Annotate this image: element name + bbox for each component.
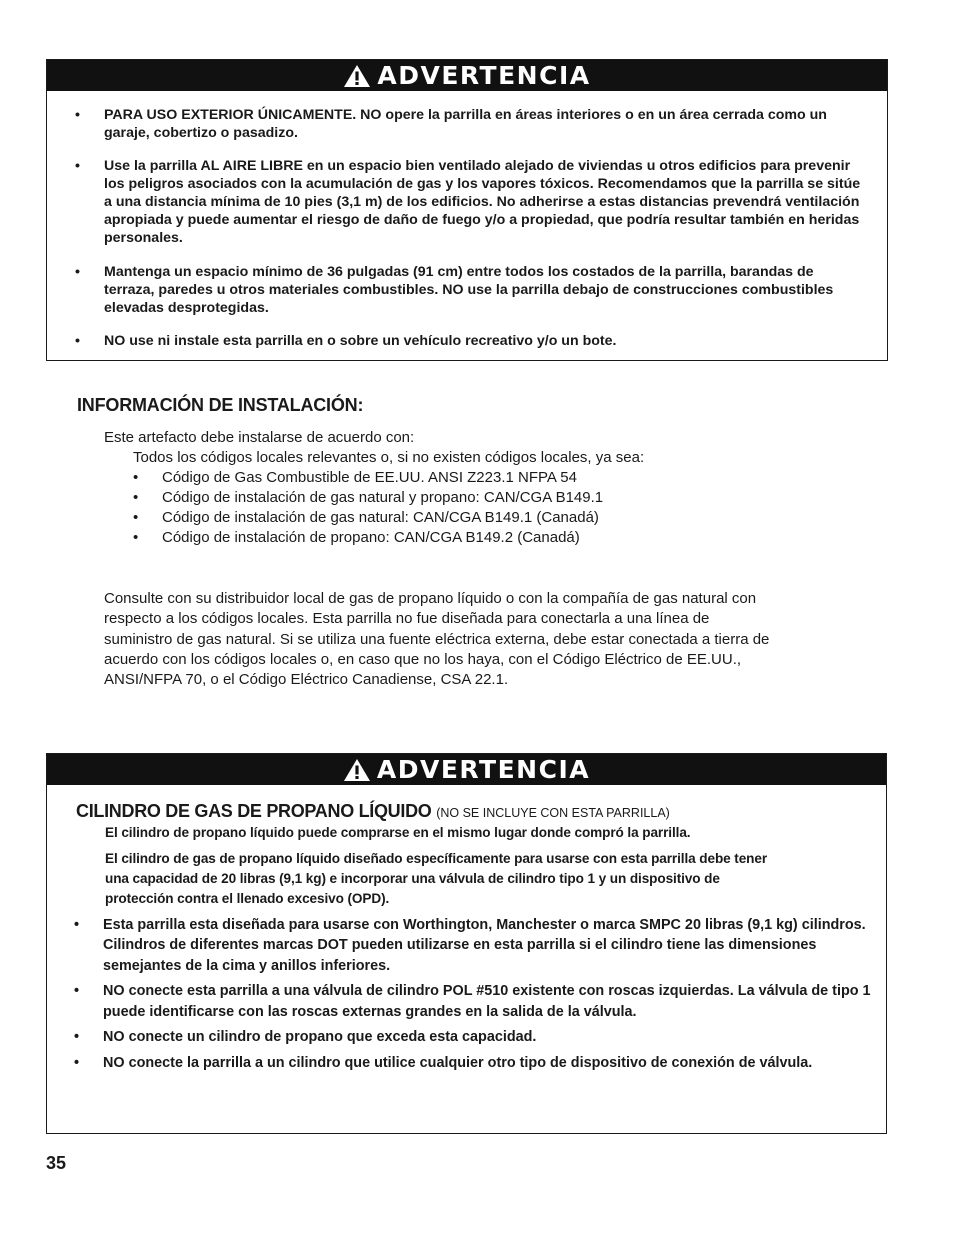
consult-paragraph [104, 589, 864, 690]
list-item: • Esta parrilla esta diseñada para usarse con Worthington, Manchester o marca SMPC 20 libras (9,1 kg) cilindros. Cilindros de diferentes marcas DOT pueden utilizarse en esta parrilla si el cilindro tiene las dimensiones semejantes de la cima y anillos inferiores. [103, 915, 873, 976]
paragraph-line: respecto a los códigos locales. Esta parrilla no fue diseñada para conectarla a una línea de [104, 610, 710, 628]
installation-intro: Este artefacto debe instalarse de acuerdo con: [104, 429, 415, 446]
list-item: • Código de instalación de gas natural: CAN/CGA B149.1 (Canadá) [162, 508, 603, 528]
cylinder-section-title [76, 801, 670, 822]
list-item: • Use la parrilla AL AIRE LIBRE en un espacio bien ventilado alejado de viviendas u otros edificios para prevenir los peligros asociados con la acumulación de gas y los vapores tóxicos. Recomendamos que la parrilla se sitúe a una distancia mínima de 10 pies (3,1 m) de los edificios. No adherirse a estas distancias prevendrá ventilación apropiada y puede aumentar el riesgo de daño de fuego y/o a propiedad, que podría resultar también en heridas personales. [104, 157, 864, 247]
installation-title: INFORMACIÓN DE INSTALACIÓN: [77, 395, 364, 415]
cylinder-paragraph-2 [105, 849, 865, 909]
warning-list [104, 106, 864, 365]
warning-title: ADVERTENCIA [377, 61, 591, 90]
list-item: • NO conecte un cilindro de propano que exceda esta capacidad. [103, 1027, 873, 1047]
list-item: • Mantenga un espacio mínimo de 36 pulgadas (91 cm) entre todos los costados de la parrilla, barandas de terraza, paredes u otros materiales combustibles. NO use la parrilla debajo de construcciones combustibles elevadas desprotegidas. [104, 263, 864, 317]
warning-header [47, 754, 886, 785]
page-number: 35 [46, 1153, 67, 1173]
list-item: • PARA USO EXTERIOR ÚNICAMENTE. NO opere la parrilla en áreas interiores o en un área cerrada como un garaje, cobertizo o pasadizo. [104, 106, 864, 142]
cylinder-paragraph-1: El cilindro de propano líquido puede comprarse en el mismo lugar donde compró la parrilla. [105, 825, 691, 840]
installation-subtext: Todos los códigos locales relevantes o, si no existen códigos locales, ya sea: [133, 449, 645, 466]
list-item: • Código de Gas Combustible de EE.UU. ANSI Z223.1 NFPA 54 [162, 468, 603, 488]
code-list [162, 468, 603, 548]
warning-triangle-icon [343, 64, 371, 88]
list-item: • Código de instalación de propano: CAN/CGA B149.2 (Canadá) [162, 528, 603, 548]
warning-box-outdoor-use [46, 59, 888, 361]
paragraph-line: una capacidad de 20 libras (9,1 kg) e incorporar una válvula de cilindro tipo 1 y un dispositivo de [105, 871, 720, 886]
warning-header [47, 60, 887, 91]
warning-title: ADVERTENCIA [376, 755, 591, 784]
warning-triangle-icon [343, 758, 371, 782]
cylinder-title-text: CILINDRO DE GAS DE PROPANO LÍQUIDO [76, 801, 432, 821]
list-item: • Código de instalación de gas natural y propano: CAN/CGA B149.1 [162, 488, 603, 508]
paragraph-line: suministro de gas natural. Si se utiliza una fuente eléctrica externa, debe estar conectada a tierra de [104, 630, 770, 648]
cylinder-warning-list [103, 915, 873, 1079]
list-item: • NO conecte esta parrilla a una válvula de cilindro POL #510 existente con roscas izquierdas. La válvula de tipo 1 puede identificarse con las roscas externas grandes en la salida de la válvula. [103, 981, 873, 1022]
list-item: • NO conecte la parrilla a un cilindro que utilice cualquier otro tipo de dispositivo de conexión de válvula. [103, 1053, 873, 1073]
paragraph-line: Consulte con su distribuidor local de gas de propano líquido o con la compañía de gas natural con [104, 590, 757, 607]
paragraph-line: acuerdo con los códigos locales o, en caso que no los haya, con el Código Eléctrico de EE.UU., [104, 650, 742, 668]
cylinder-title-note: (NO SE INCLUYE CON ESTA PARRILLA) [436, 806, 670, 820]
paragraph-line: protección contra el llenado excesivo (OPD). [105, 891, 390, 906]
list-item: • NO use ni instale esta parrilla en o sobre un vehículo recreativo y/o un bote. [104, 332, 864, 350]
warning-box-propane-cylinder [46, 753, 887, 1134]
paragraph-line: El cilindro de gas de propano líquido diseñado específicamente para usarse con esta parrilla debe tener [105, 851, 768, 866]
paragraph-line: ANSI/NFPA 70, o el Código Eléctrico Canadiense, CSA 22.1. [104, 671, 509, 689]
